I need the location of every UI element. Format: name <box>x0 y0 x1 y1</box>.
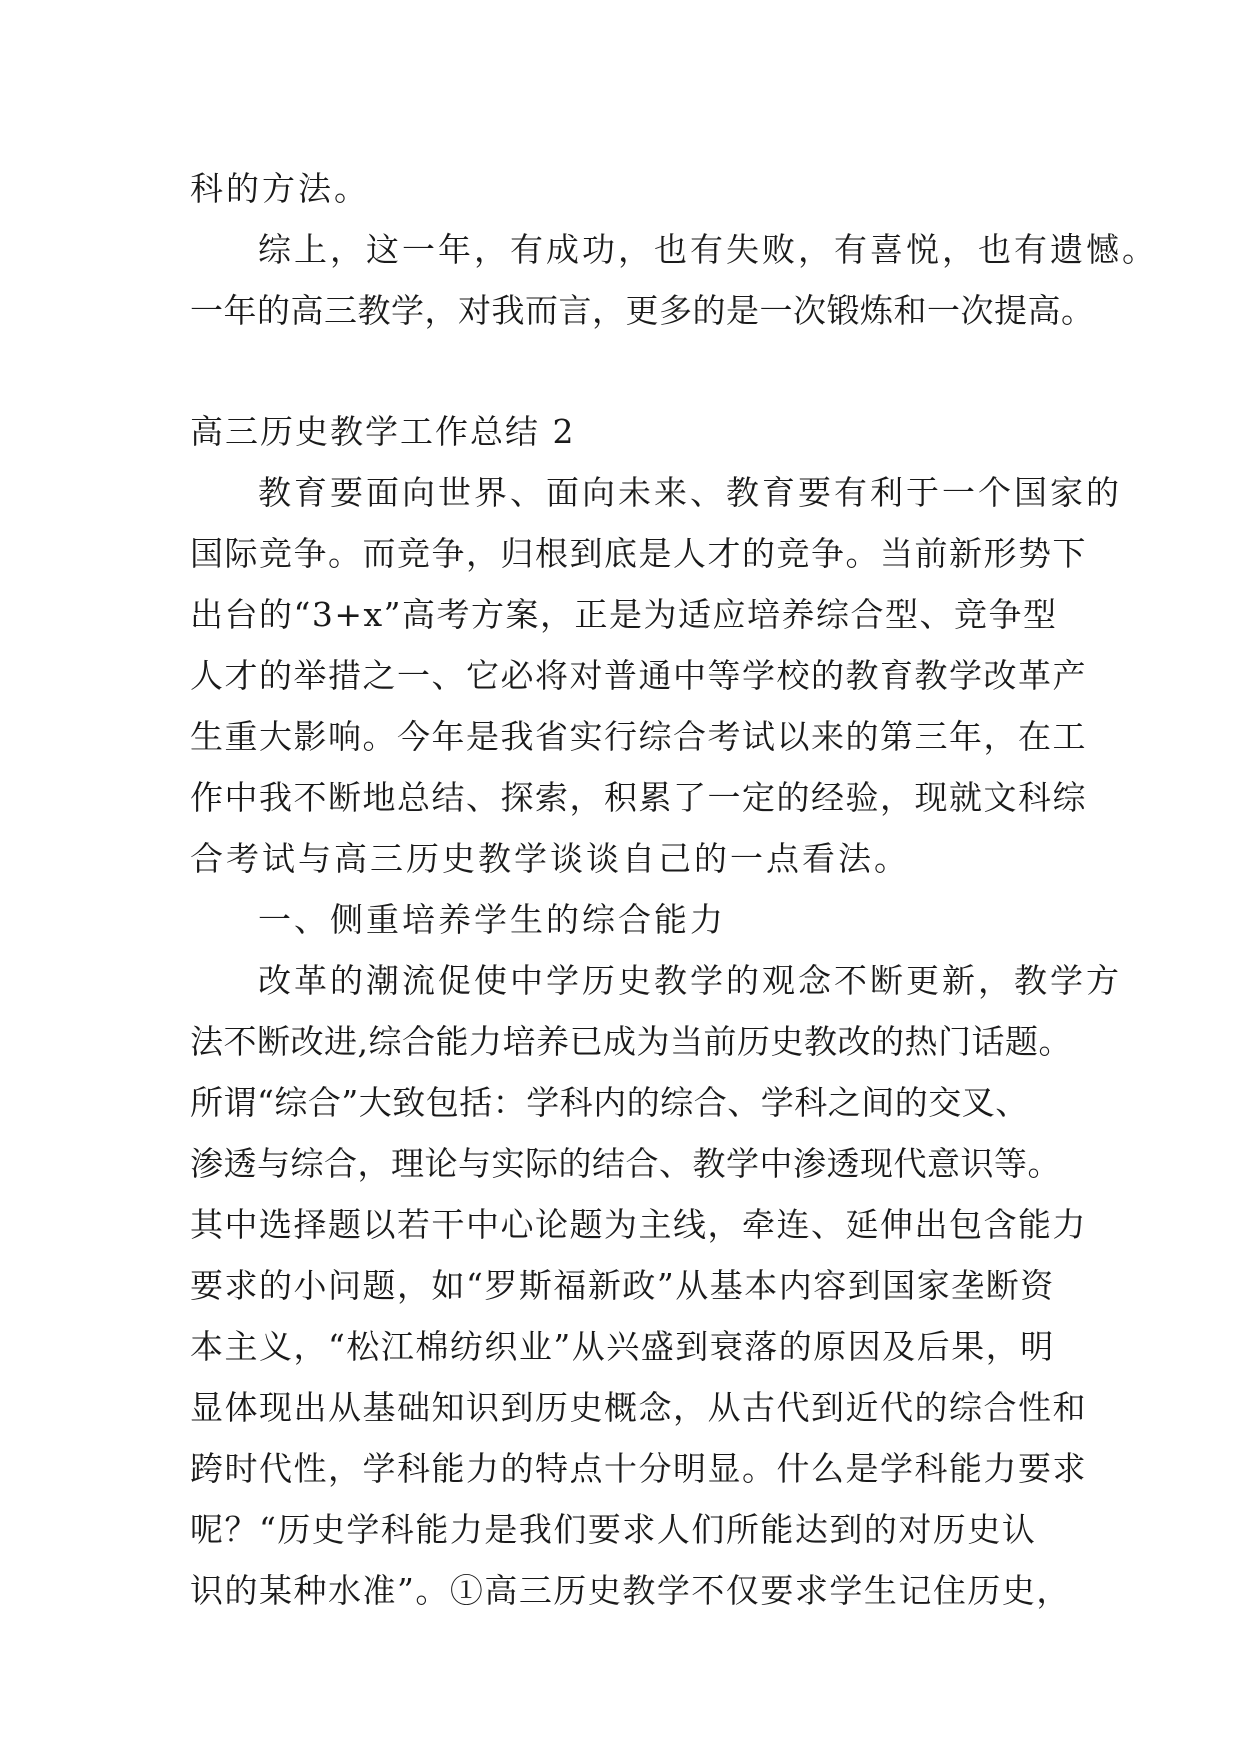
document-body <box>190 158 1158 1621</box>
section-title: 高三历史教学工作总结 2 <box>190 412 576 451</box>
text-line: 其中选择题以若干中心论题为主线，牵连、延伸出包含能力 <box>190 1205 1087 1244</box>
paragraph-first-line: 教育要面向世界、面向未来、教育要有利于一个国家的 <box>258 473 1122 512</box>
text-line: 跨时代性，学科能力的特点十分明显。什么是学科能力要求 <box>190 1449 1087 1488</box>
paragraph-first-line: 改革的潮流促使中学历史教学的观念不断更新，教学方 <box>258 961 1122 1000</box>
text-line: 科的方法。 <box>190 169 370 208</box>
text-line: 合考试与高三历史教学谈谈自己的一点看法。 <box>190 839 910 878</box>
text-line: 作中我不断地总结、探索，积累了一定的经验，现就文科综 <box>190 778 1087 817</box>
text-line: 一年的高三教学，对我而言，更多的是一次锻炼和一次提高。 <box>190 291 1095 330</box>
text-line: 人才的举措之一、它必将对普通中等学校的教育教学改革产 <box>190 656 1087 695</box>
text-line: 显体现出从基础知识到历史概念，从古代到近代的综合性和 <box>190 1388 1087 1427</box>
text-line: 法不断改进,综合能力培养已成为当前历史教改的热门话题。 <box>190 1022 1072 1061</box>
text-line: 生重大影响。今年是我省实行综合考试以来的第三年，在工 <box>190 717 1087 756</box>
text-line: 国际竞争。而竞争，归根到底是人才的竞争。当前新形势下 <box>190 534 1087 573</box>
text-line: 要求的小问题，如“罗斯福新政”从基本内容到国家垄断资 <box>190 1266 1055 1305</box>
paragraph-first-line: 综上，这一年，有成功，也有失败，有喜悦，也有遗憾。 <box>258 230 1158 269</box>
text-line: 识的某种水准”。①高三历史教学不仅要求学生记住历史， <box>190 1571 1071 1610</box>
text-line: 呢？“历史学科能力是我们要求人们所能达到的对历史认 <box>190 1510 1037 1549</box>
text-line: 所谓“综合”大致包括：学科内的综合、学科之间的交叉、 <box>190 1083 1029 1122</box>
text-line: 渗透与综合，理论与实际的结合、教学中渗透现代意识等。 <box>190 1144 1061 1183</box>
text-line: 出台的“3+x”高考方案，正是为适应培养综合型、竞争型 <box>190 595 1058 634</box>
subheading: 一、侧重培养学生的综合能力 <box>258 900 726 939</box>
text-line: 本主义，“松江棉纺织业”从兴盛到衰落的原因及后果，明 <box>190 1327 1055 1366</box>
section-gap <box>190 341 1070 401</box>
